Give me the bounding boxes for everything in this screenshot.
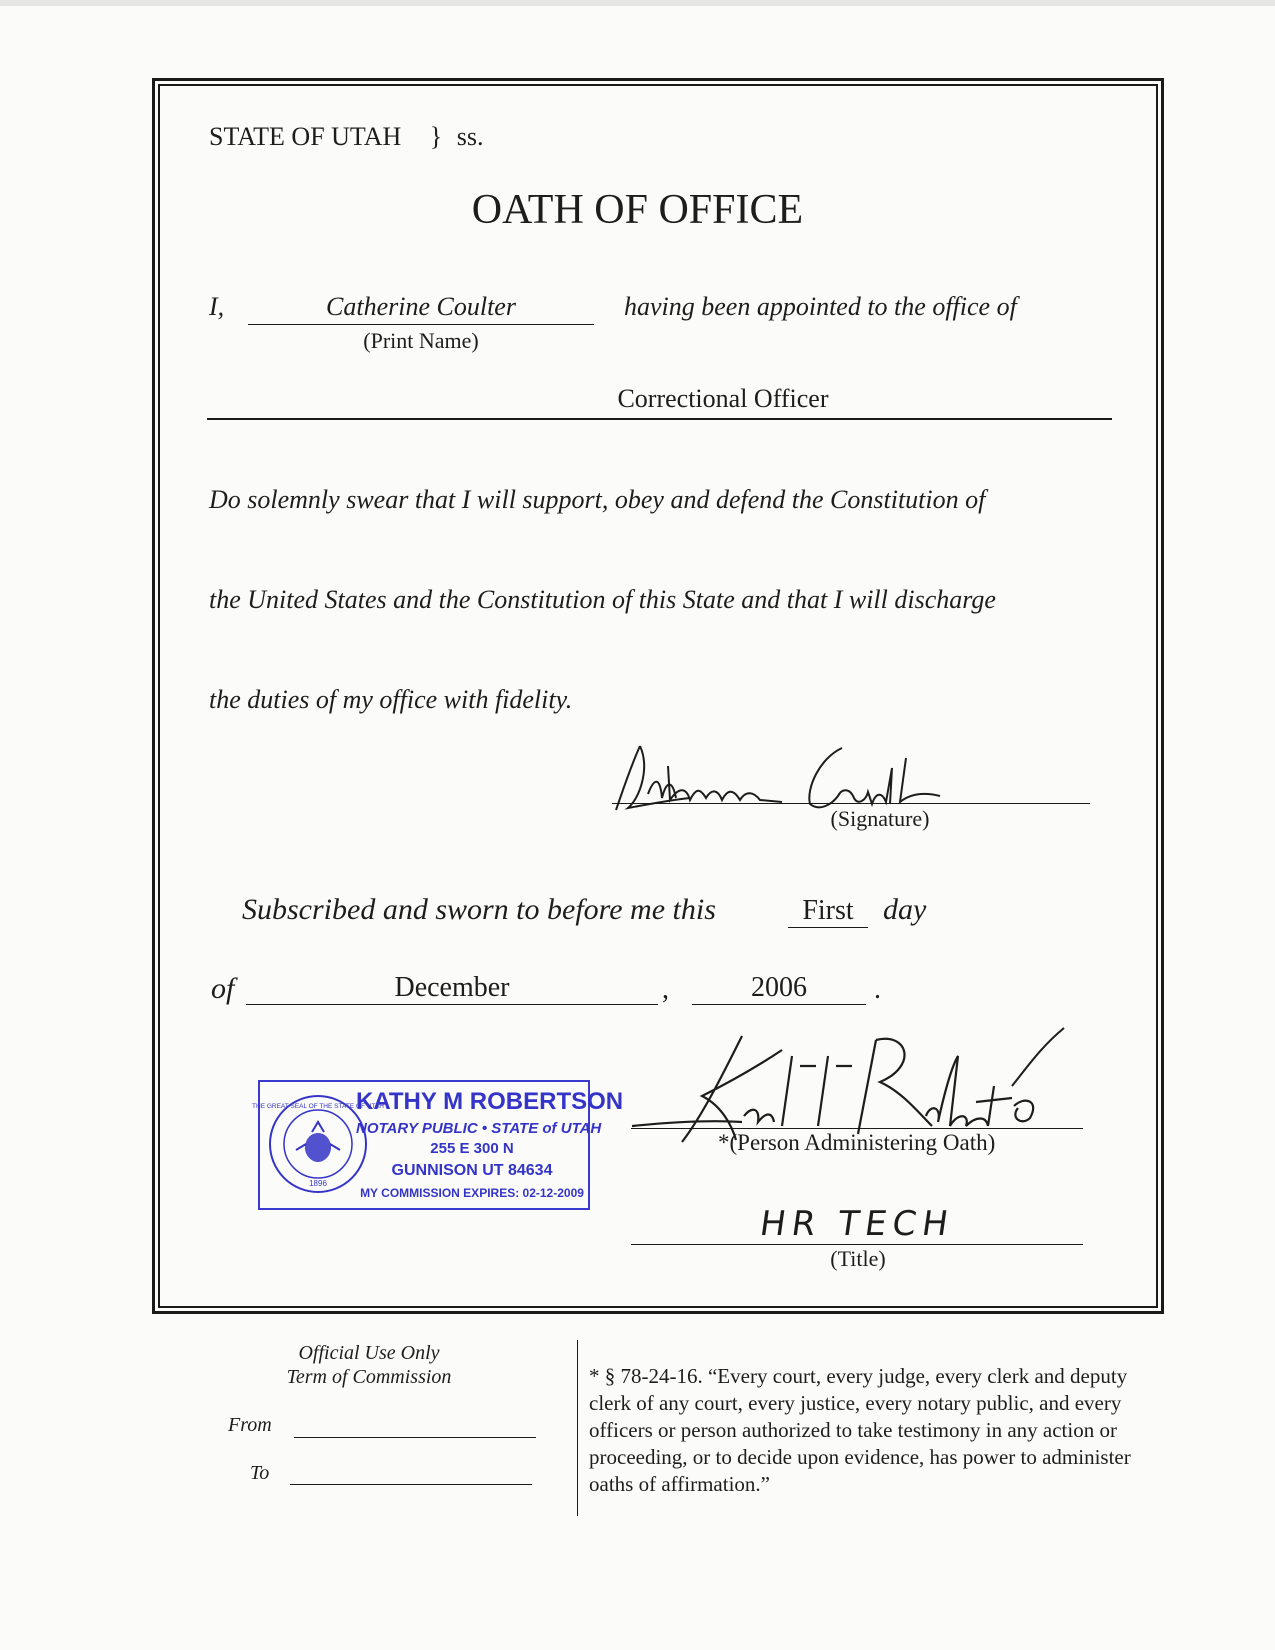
oath-line-3: the duties of my office with fidelity. — [209, 685, 573, 714]
to-label: To — [250, 1462, 270, 1484]
sworn-text-before: Subscribed and sworn to before me this — [242, 893, 716, 926]
to-field — [290, 1484, 532, 1485]
notary-line-1: NOTARY PUBLIC • STATE of UTAH — [356, 1120, 602, 1137]
state-name: STATE OF UTAH — [209, 122, 402, 151]
sworn-text-after: day — [883, 893, 927, 926]
appointed-text: having been appointed to the office of — [624, 292, 1017, 321]
sworn-month: December — [394, 972, 510, 1003]
month-underline — [246, 1004, 658, 1005]
state-brace: } — [429, 122, 443, 151]
sworn-period: . — [874, 974, 881, 1005]
oath-line-2: the United States and the Constitution of this State and that I will discharge — [209, 585, 996, 614]
seal-text: THE GREAT SEAL OF THE STATE OF UTAH — [252, 1103, 384, 1110]
official-use-heading: Official Use Only — [298, 1342, 440, 1364]
notary-stamp — [252, 1080, 624, 1210]
signature-line — [612, 803, 1090, 804]
seal-year: 1896 — [309, 1179, 327, 1188]
state-ss: ss. — [456, 122, 484, 151]
name-underline — [248, 324, 594, 325]
office-underline — [207, 418, 1112, 420]
notary-name: KATHY M ROBERTSON — [356, 1088, 624, 1115]
prefix-i: I, — [209, 292, 225, 321]
appointee-name: Catherine Coulter — [326, 292, 516, 321]
administrator-title: HR TECH — [757, 1204, 957, 1244]
sworn-of: of — [211, 972, 235, 1005]
section-divider — [577, 1340, 578, 1516]
term-heading: Term of Commission — [286, 1366, 452, 1388]
sworn-comma: , — [662, 974, 669, 1005]
statute-text: * § 78-24-16. “Every court, every judge, every clerk and deputy clerk of any court, every justice, every notary public, and every officers or person authorized to take testimony in any action or proceeding, or to decide upon evidence, has power to administer oaths of affirmation.” — [589, 1364, 1131, 1496]
document-title: OATH OF OFFICE — [471, 187, 804, 233]
day-underline — [788, 927, 868, 928]
administrator-caption: *(Person Administering Oath) — [718, 1130, 996, 1155]
from-field — [294, 1437, 536, 1438]
notary-line-2: 255 E 300 N — [430, 1140, 514, 1157]
sworn-day: First — [802, 895, 854, 926]
sworn-year: 2006 — [751, 972, 807, 1003]
year-underline — [692, 1004, 866, 1005]
page-edge — [0, 0, 1275, 6]
signature-caption: (Signature) — [830, 806, 930, 831]
state-seal-icon — [252, 1092, 384, 1196]
name-caption: (Print Name) — [363, 328, 479, 353]
office-title: Correctional Officer — [617, 384, 829, 413]
from-label: From — [228, 1414, 272, 1436]
notary-line-4: MY COMMISSION EXPIRES: 02-12-2009 — [360, 1186, 584, 1200]
oath-line-1: Do solemnly swear that I will support, obey and defend the Constitution of — [209, 485, 986, 514]
title-line — [631, 1244, 1083, 1245]
administrator-line — [631, 1128, 1083, 1129]
notary-line-3: GUNNISON UT 84634 — [391, 1162, 553, 1179]
state-heading — [209, 122, 484, 152]
title-caption: (Title) — [830, 1246, 886, 1271]
